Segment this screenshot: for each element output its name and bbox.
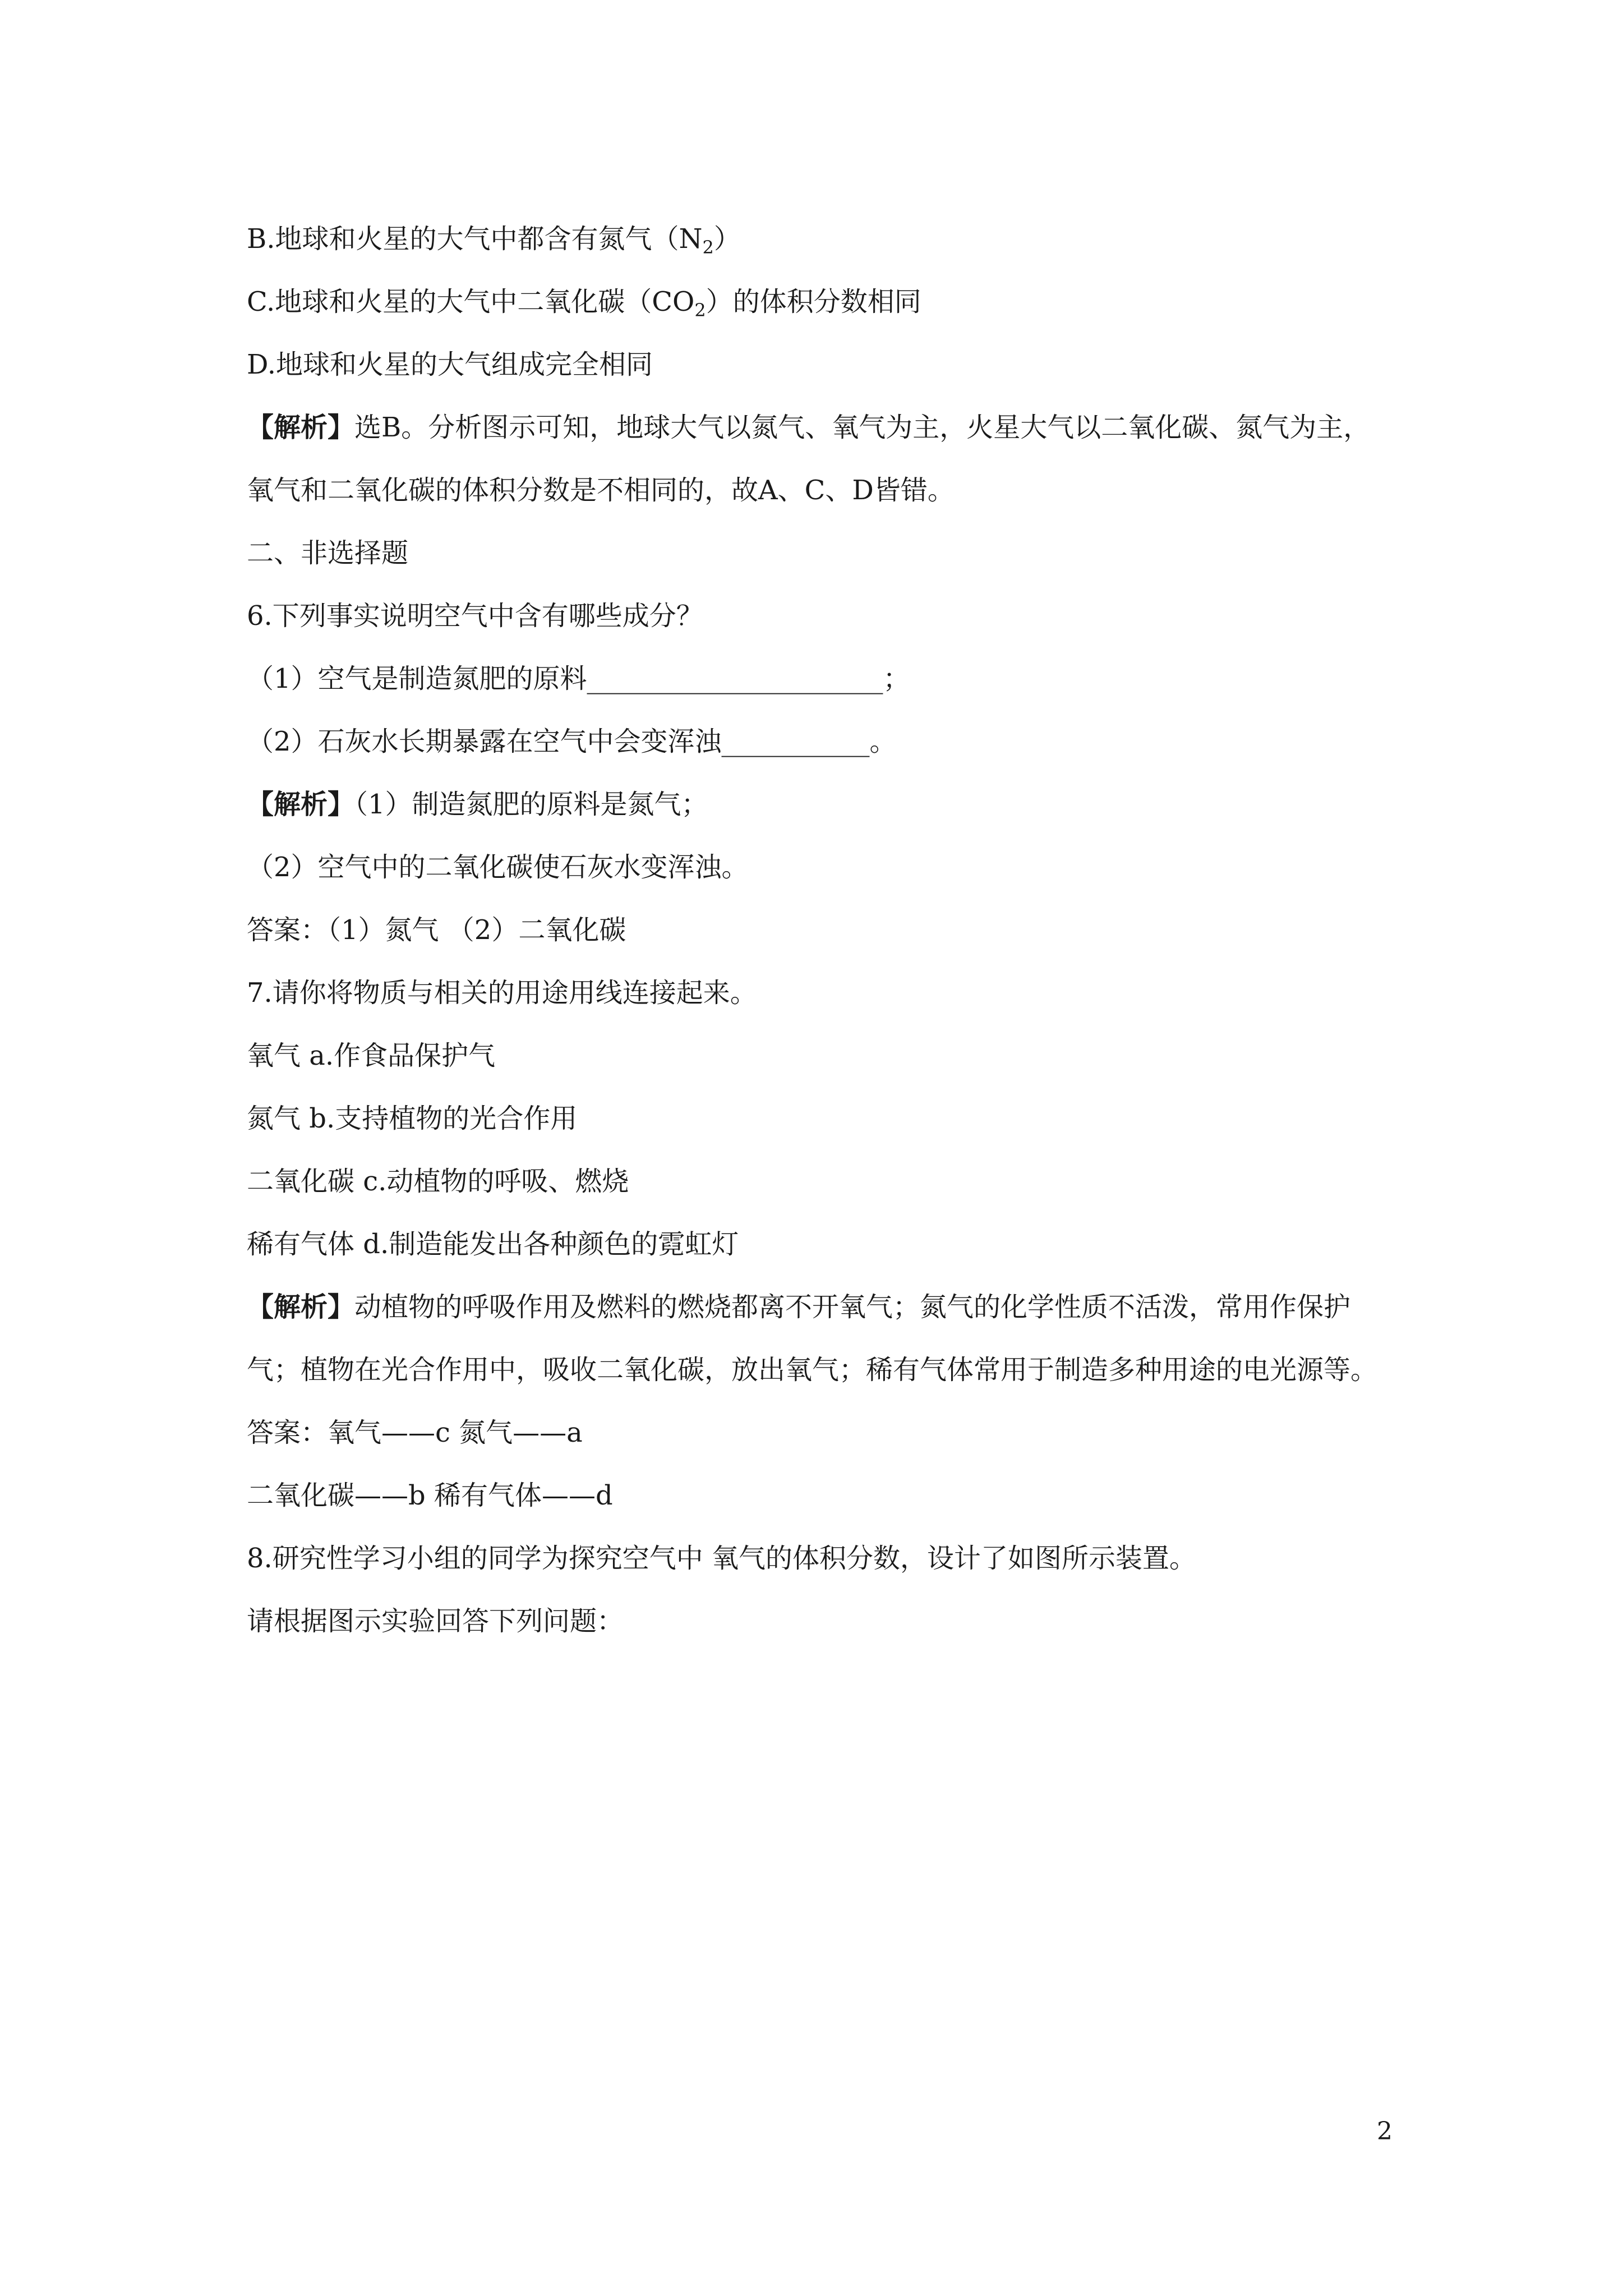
- page-number: 2: [1377, 2117, 1393, 2146]
- option-d: D.地球和火星的大气组成完全相同: [247, 349, 653, 380]
- analysis-6-line-2: （2）空气中的二氧化碳使石灰水变浑浊。: [247, 852, 749, 883]
- question-8: 8.研究性学习小组的同学为探究空气中 氧气的体积分数，设计了如图所示装置。: [247, 1543, 1197, 1574]
- analysis-tag: 【解析】: [247, 412, 355, 443]
- answer-7-line-1: 答案：氧气——c 氮气——a: [247, 1417, 583, 1448]
- answer-blank: ___________: [721, 726, 870, 757]
- question-7-item-c: 二氧化碳 c.动植物的呼吸、燃烧: [247, 1166, 629, 1197]
- option-c-suffix: ）的体积分数相同: [706, 286, 921, 318]
- question-text: （1）空气是制造氮肥的原料: [247, 663, 587, 694]
- punctuation: ；: [883, 663, 910, 694]
- subscript: 2: [702, 237, 714, 258]
- analysis-text: （1）制造氮肥的原料是氮气；: [354, 789, 708, 820]
- punctuation: 。: [869, 726, 897, 757]
- option-c: [247, 270, 1391, 333]
- question-7-item-a: 氧气 a.作食品保护气: [247, 1040, 496, 1071]
- analysis-tag: 【解析】: [247, 1291, 355, 1323]
- analysis-5: [247, 396, 1391, 522]
- analysis-6: [247, 773, 1391, 836]
- question-6-part-1: [247, 647, 1391, 710]
- analysis-text: 动植物的呼吸作用及燃料的燃烧都离不开氧气；氮气的化学性质不活泼，常用作保护气；植物在光合作用中，吸收二氧化碳，放出氧气；稀有气体常用于制造多种用途的电光源等。: [247, 1291, 1378, 1386]
- question-6: 6.下列事实说明空气中含有哪些成分？: [247, 600, 703, 632]
- option-c-text: C.地球和火星的大气中二氧化碳（CO: [247, 286, 695, 318]
- analysis-7: [247, 1276, 1391, 1401]
- question-7-item-d: 稀有气体 d.制造能发出各种颜色的霓虹灯: [247, 1228, 739, 1260]
- option-b: [247, 208, 1391, 270]
- option-b-text: B.地球和火星的大气中都含有氮气（N: [247, 223, 703, 255]
- answer-7-line-2: 二氧化碳——b 稀有气体——d: [247, 1480, 613, 1511]
- analysis-text: 选B。分析图示可知，地球大气以氮气、氧气为主，火星大气以二氧化碳、氮气为主，氧气和二氧化碳的体积分数是不相同的，故A、C、D皆错。: [247, 412, 1371, 506]
- analysis-tag: 【解析】: [247, 789, 355, 820]
- option-b-suffix: ）: [713, 223, 741, 255]
- question-8-line-2: 请根据图示实验回答下列问题：: [247, 1605, 624, 1637]
- answer-6: 答案：（1）氮气 （2）二氧化碳: [247, 914, 626, 946]
- question-text: （2）石灰水长期暴露在空气中会变浑浊: [247, 726, 722, 757]
- question-6-part-2: [247, 710, 1391, 773]
- subscript: 2: [694, 300, 706, 321]
- document-body: [247, 208, 1391, 1653]
- question-7: 7.请你将物质与相关的用途用线连接起来。: [247, 977, 757, 1009]
- question-7-item-b: 氮气 b.支持植物的光合作用: [247, 1103, 578, 1134]
- section-heading: 二、非选择题: [247, 537, 409, 569]
- answer-blank: ______________________: [587, 663, 883, 694]
